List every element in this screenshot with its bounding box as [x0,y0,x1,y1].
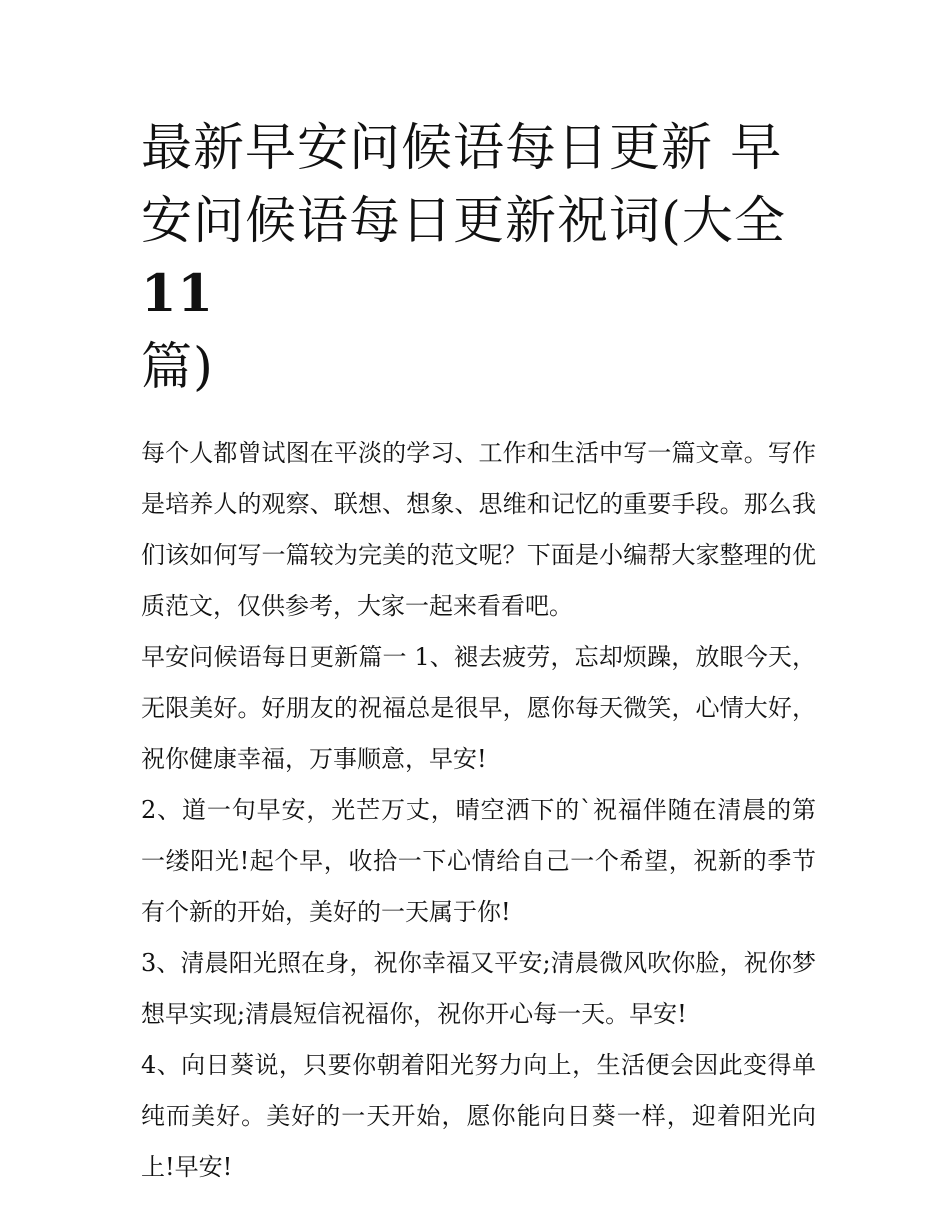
wish-paragraph-2: 2、道一句早安，光芒万丈，晴空洒下的`祝福伴随在清晨的第一缕阳光!起个早，收拾一下心情给自己一个希望，祝新的季节有个新的开始，美好的一天属于你! [141,796,816,926]
intro-paragraph: 每个人都曾试图在平淡的学习、工作和生活中写一篇文章。写作是培养人的观察、联想、想象、思维和记忆的重要手段。那么我们该如何写一篇较为完美的范文呢？下面是小编帮大家整理的优质范文，仅供参考，大家一起来看看吧。 [141,439,816,620]
document-body [141,428,816,1193]
wish-paragraph-4: 4、向日葵说，只要你朝着阳光努力向上，生活便会因此变得单纯而美好。美好的一天开始，愿你能向日葵一样，迎着阳光向上!早安! [141,1051,816,1181]
title-text-part2: 篇) [141,338,214,397]
document-title [141,112,816,404]
wish-paragraph-1: 早安问候语每日更新篇一 1、褪去疲劳，忘却烦躁，放眼今天，无限美好。好朋友的祝福总是很早，愿你每天微笑，心情大好，祝你健康幸福，万事顺意，早安! [141,643,816,773]
document-page [141,112,816,1193]
title-text-part1: 最新早安问候语每日更新 早安问候语每日更新祝词(大全 [141,119,786,251]
wish-paragraph-3: 3、清晨阳光照在身，祝你幸福又平安;清晨微风吹你脸，祝你梦想早实现;清晨短信祝福你，祝你开心每一天。早安! [141,949,816,1028]
title-number: 11 [141,264,214,324]
